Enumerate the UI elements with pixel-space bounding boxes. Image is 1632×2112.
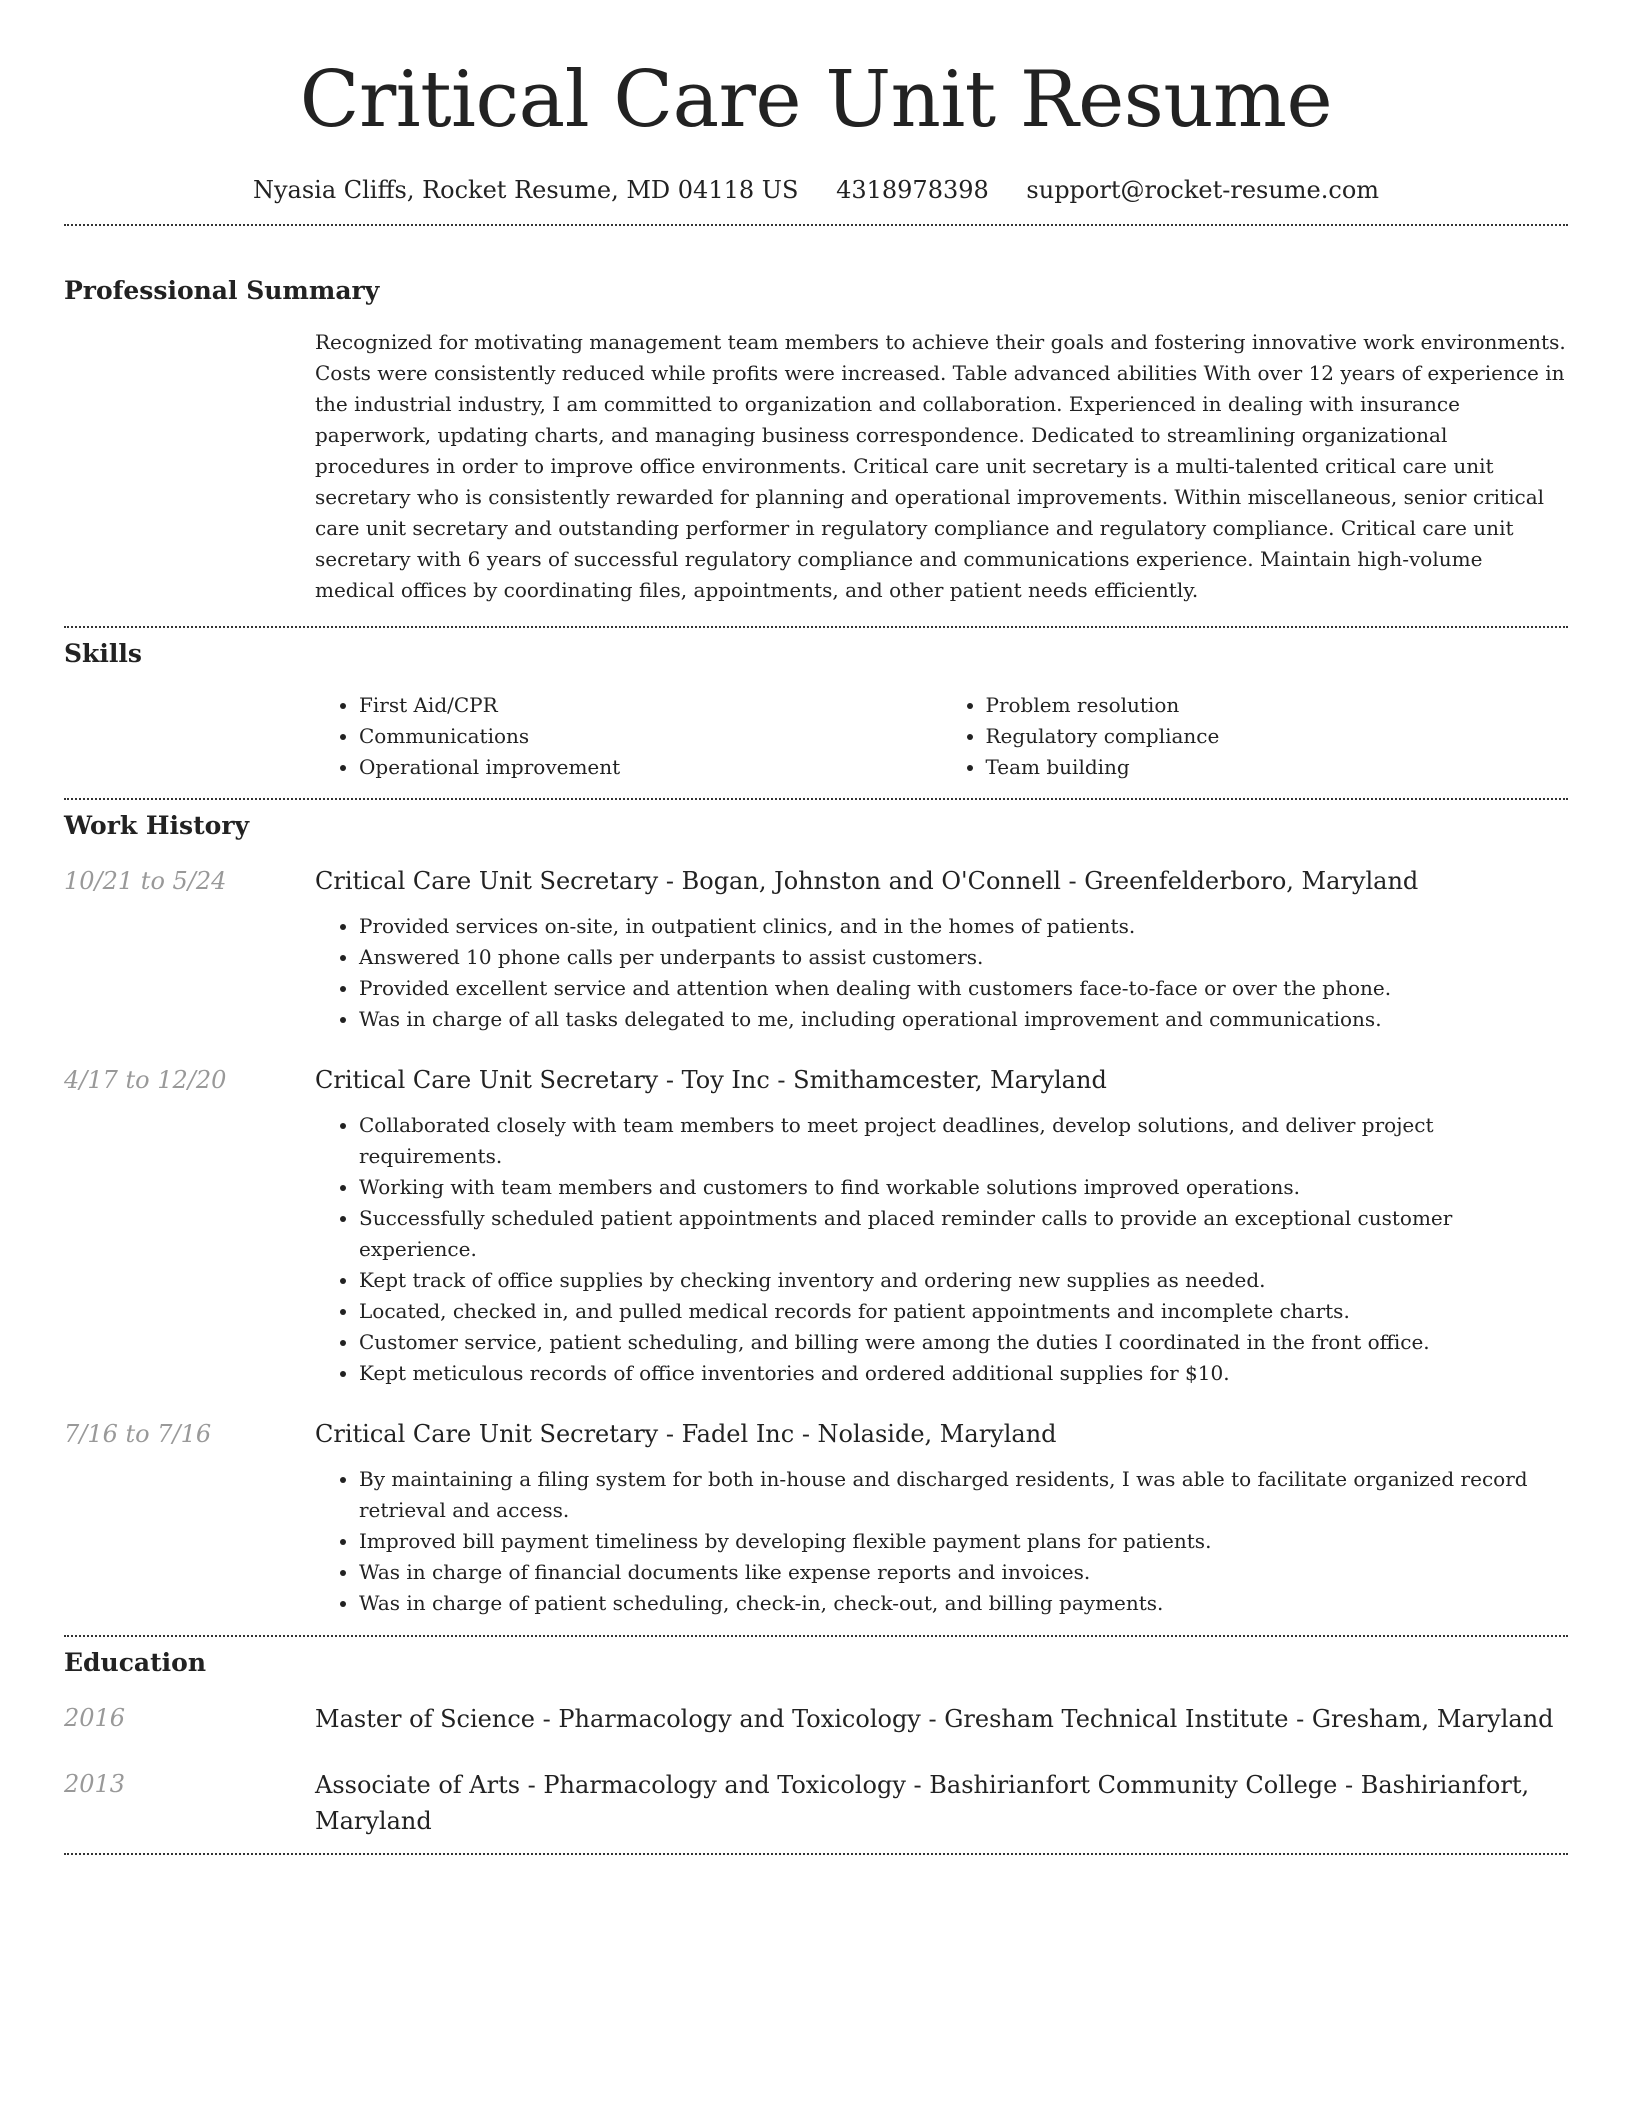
job-entry (64, 1063, 1568, 1389)
contact-address: Nyasia Cliffs, Rocket Resume, MD 04118 US (252, 176, 799, 204)
skills-list-left (315, 690, 942, 783)
job-bullet: • Working with team members and customers to find workable solutions improved operations. (359, 1172, 1568, 1203)
job-bullet: • Provided services on-site, in outpatient clinics, and in the homes of patients. (359, 911, 1568, 942)
job-bullet: • Successfully scheduled patient appointments and placed reminder calls to provide an exceptional customer experience. (359, 1203, 1568, 1265)
divider (64, 1635, 1568, 1637)
divider (64, 626, 1568, 628)
job-bullet: • Customer service, patient scheduling, and billing were among the duties I coordinated in the front office. (359, 1327, 1568, 1358)
skills-section (64, 638, 1568, 783)
job-bullet: • Was in charge of financial documents like expense reports and invoices. (359, 1557, 1568, 1588)
education-detail: Master of Science - Pharmacology and Toxicology - Gresham Technical Institute - Gresham, Maryland (315, 1705, 1554, 1733)
education-year: 2016 (64, 1704, 126, 1732)
job-bullet: • Answered 10 phone calls per underpants to assist customers. (359, 942, 1568, 973)
summary-section (64, 275, 1568, 606)
job-bullet: • Kept track of office supplies by checking inventory and ordering new supplies as needed. (359, 1265, 1568, 1296)
education-detail: Associate of Arts - Pharmacology and Toxicology - Bashirianfort Community College - Bashirianfort, Maryland (315, 1771, 1530, 1835)
job-bullet: • Collaborated closely with team members to meet project deadlines, develop solutions, and deliver project requirements. (359, 1110, 1568, 1172)
job-bullet: • Was in charge of all tasks delegated to me, including operational improvement and communications. (359, 1004, 1568, 1035)
education-heading: Education (64, 1648, 207, 1677)
contact-line (64, 174, 1568, 206)
divider (64, 1853, 1568, 1855)
job-title: Critical Care Unit Secretary - Toy Inc - Smithamcester, Maryland (315, 1066, 1107, 1094)
job-bullets (315, 1464, 1568, 1619)
skill-item: • First Aid/CPR (359, 690, 942, 721)
skills-heading: Skills (64, 639, 142, 668)
job-dates: 10/21 to 5/24 (64, 867, 227, 895)
work-history-section (64, 810, 1568, 1619)
skill-item: • Problem resolution (986, 690, 1569, 721)
job-bullet: • Improved bill payment timeliness by developing flexible payment plans for patients. (359, 1526, 1568, 1557)
job-bullet: • Was in charge of patient scheduling, check-in, check-out, and billing payments. (359, 1588, 1568, 1619)
job-dates: 7/16 to 7/16 (64, 1420, 212, 1448)
job-title: Critical Care Unit Secretary - Fadel Inc - Nolaside, Maryland (315, 1420, 1057, 1448)
education-entry (64, 1701, 1568, 1737)
job-bullets (315, 1110, 1568, 1389)
skills-list-right (942, 690, 1569, 783)
job-entry (64, 864, 1568, 1035)
education-entry (64, 1767, 1568, 1839)
job-bullets (315, 911, 1568, 1035)
skill-item: • Communications (359, 721, 942, 752)
skill-item: • Operational improvement (359, 752, 942, 783)
contact-phone: 4318978398 (836, 176, 989, 204)
job-bullet: • Kept meticulous records of office inventories and ordered additional supplies for $10. (359, 1358, 1568, 1389)
education-year: 2013 (64, 1770, 126, 1798)
education-section (64, 1647, 1568, 1839)
contact-email: support@rocket-resume.com (1026, 176, 1380, 204)
summary-heading: Professional Summary (64, 276, 380, 305)
work-history-heading: Work History (64, 811, 250, 840)
resume-title: Critical Care Unit Resume (299, 55, 1333, 145)
job-bullet: • Provided excellent service and attention when dealing with customers face-to-face or over the phone. (359, 973, 1568, 1004)
job-bullet: • By maintaining a filing system for both in-house and discharged residents, I was able to facilitate organized record retrieval and access. (359, 1464, 1568, 1526)
job-dates: 4/17 to 12/20 (64, 1066, 227, 1094)
skill-item: • Team building (986, 752, 1569, 783)
divider (64, 798, 1568, 800)
job-entry (64, 1417, 1568, 1619)
job-bullet: • Located, checked in, and pulled medical records for patient appointments and incomplete charts. (359, 1296, 1568, 1327)
job-title: Critical Care Unit Secretary - Bogan, Johnston and O'Connell - Greenfelderboro, Maryland (315, 867, 1419, 895)
skill-item: • Regulatory compliance (986, 721, 1569, 752)
summary-text: Recognized for motivating management team members to achieve their goals and fostering innovative work environments. Costs were consistently reduced while profits were increased. Table advanced abilities With over 12 years of experience in the industrial industry, I am committed to organization and collaboration. Experienced in dealing with insurance paperwork, updating charts, and managing business correspondence. Dedicated to streamlining organizational procedures in order to improve office environments. Critical care unit secretary is a multi-talented critical care unit secretary who is consistently rewarded for planning and operational improvements. Within miscellaneous, senior critical care unit secretary and outstanding performer in regulatory compliance and regulatory compliance. Critical care unit secretary with 6 years of successful regulatory compliance and communications experience. Maintain high-volume medical offices by coordinating files, appointments, and other patient needs efficiently. (315, 330, 1566, 602)
divider (64, 224, 1568, 226)
